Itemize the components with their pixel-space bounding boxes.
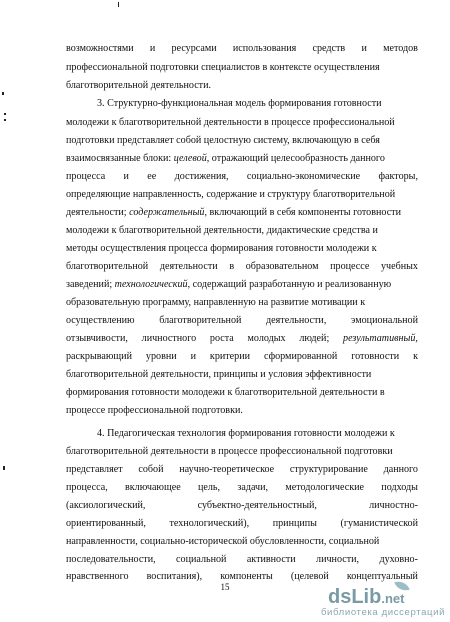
scan-mark (4, 113, 6, 115)
text-line (66, 279, 391, 291)
word: ее (147, 171, 157, 182)
word: критерии (209, 351, 251, 362)
word: раскрывающий (66, 351, 132, 362)
word: методологические (285, 482, 364, 493)
word: социально-экономические (246, 171, 361, 182)
word: подходы (381, 482, 418, 493)
word: отзывчивости, (66, 333, 128, 344)
watermark-logo-suffix: .net (381, 591, 405, 606)
text-line: методы осуществления процесса формирования готовности молодежи к (66, 243, 377, 254)
word: сформированной (263, 351, 338, 362)
justified-line (66, 482, 418, 494)
word: благотворительной (66, 261, 149, 272)
word: благотворительной (159, 315, 242, 326)
text-line: процессе профессиональной подготовки. (66, 405, 243, 416)
word: концептуальный (346, 571, 418, 582)
word: (аксиологический, (66, 500, 146, 511)
word: учебных (380, 261, 418, 272)
justified-line (66, 261, 418, 273)
text-line: молодежи к благотворительной деятельности, дидактические средства и (66, 225, 378, 236)
word: воспитания), (146, 571, 203, 582)
text-line: определяющие направленность, содержание и структуру благотворительной (66, 189, 396, 200)
word: ориентированный, (66, 518, 146, 529)
word: процесса (66, 171, 106, 182)
text-run: , содержащий разработанную и реализованную (187, 279, 392, 290)
word: и (190, 351, 196, 362)
text-line: профессиональной подготовки специалистов в контексте осуществления (66, 62, 380, 73)
word: процессе (330, 261, 370, 272)
word: ресурсами (171, 43, 217, 54)
word: методов (383, 43, 418, 54)
watermark-subtitle: библиотека диссертаций (320, 607, 446, 618)
justified-line (66, 43, 418, 55)
justified-line (66, 554, 418, 566)
justified-line (66, 464, 418, 476)
word: активности (246, 554, 296, 565)
text-line: подготовки представляет собой целостную систему, включающую в себя (66, 135, 380, 146)
word: уровни (145, 351, 177, 362)
word: процесса, (66, 482, 108, 493)
word: возможностями (66, 43, 134, 54)
word: деятельности, (266, 315, 327, 326)
text-line: благотворительной деятельности, принципы и условия эффективности (66, 369, 372, 380)
justified-line (66, 518, 418, 530)
page-number: 15 (220, 582, 230, 592)
text-line: образовательную программу, направленную на развитие мотивации к (66, 297, 366, 308)
word: данного (383, 464, 418, 475)
word: готовности (351, 351, 400, 362)
text-line: молодежи к благотворительной деятельности в процессе профессиональной (66, 117, 395, 128)
word: духовно- (379, 554, 418, 565)
word: и (361, 43, 367, 54)
watermark (318, 586, 448, 620)
text-run: деятельности; (66, 207, 130, 218)
justified-line (66, 171, 418, 183)
text-line (66, 207, 401, 219)
word: субъектно-деятельностный, (197, 500, 317, 511)
text-line (66, 153, 385, 165)
word: образовательном (245, 261, 319, 272)
word: роста (209, 333, 234, 344)
word: принципы (272, 518, 317, 529)
word: представляет (66, 464, 123, 475)
word: социальной (176, 554, 227, 565)
justified-line (66, 333, 418, 345)
justified-line (66, 351, 418, 363)
watermark-logo-text: dsLib (328, 586, 382, 608)
paragraph-start-line: 3. Структурно-функциональная модель формирования готовности (97, 98, 382, 109)
word: в (229, 261, 235, 272)
scan-mark (2, 92, 4, 95)
word: эмоциональной (350, 315, 418, 326)
word: и (123, 171, 129, 182)
word: собой (138, 464, 164, 475)
watermark-logo (328, 586, 404, 609)
word: молодых (247, 333, 286, 344)
text-run: , включающий в себя компоненты готовности (204, 207, 401, 218)
word: цель, (198, 482, 221, 493)
word: личностно- (369, 500, 418, 511)
word: деятельности (159, 261, 218, 272)
italic-term: результативный, (343, 333, 418, 344)
word: задачи, (237, 482, 269, 493)
word: средств (312, 43, 346, 54)
text-line: формирования готовности молодежи к благотворительной деятельности в (66, 387, 385, 398)
word: осуществлению (66, 315, 135, 326)
word: и (149, 43, 156, 54)
word: последовательности, (66, 554, 156, 565)
justified-line (66, 500, 418, 512)
word: личностного (141, 333, 197, 344)
word: к (413, 351, 418, 362)
word: людей; (299, 333, 330, 344)
text-line: благотворительной деятельности в процессе профессиональной подготовки (66, 446, 393, 457)
word: использования (232, 43, 297, 54)
word: научно-теоретическое (179, 464, 275, 475)
word: компоненты (220, 571, 273, 582)
italic-term: содержательный (129, 207, 205, 218)
scan-mark (3, 466, 5, 470)
word: нравственного (66, 571, 129, 582)
justified-line (66, 315, 418, 327)
word: включающее (125, 482, 181, 493)
word: личности, (316, 554, 360, 565)
scan-mark (118, 2, 119, 7)
text-run: , отражающий целесообразность данного (206, 153, 385, 164)
scan-mark (4, 119, 6, 121)
word: структурирование (289, 464, 368, 475)
text-run: заведений; (66, 279, 115, 290)
text-line: благотворительной деятельности. (66, 80, 212, 91)
word: (гуманистической (340, 518, 418, 529)
word: факторы, (378, 171, 418, 182)
word: (целевой (290, 571, 329, 582)
word: достижения, (174, 171, 229, 182)
paragraph-start-line: 4. Педагогическая технология формирования готовности молодежи к (97, 428, 395, 439)
text-run: взаимосвязанные блоки: (66, 153, 174, 164)
text-line: направленности, социально-исторической обусловленности, социальной (66, 536, 380, 547)
italic-term: целевой (173, 153, 207, 164)
word: технологический), (169, 518, 250, 529)
italic-term: технологический (114, 279, 188, 290)
